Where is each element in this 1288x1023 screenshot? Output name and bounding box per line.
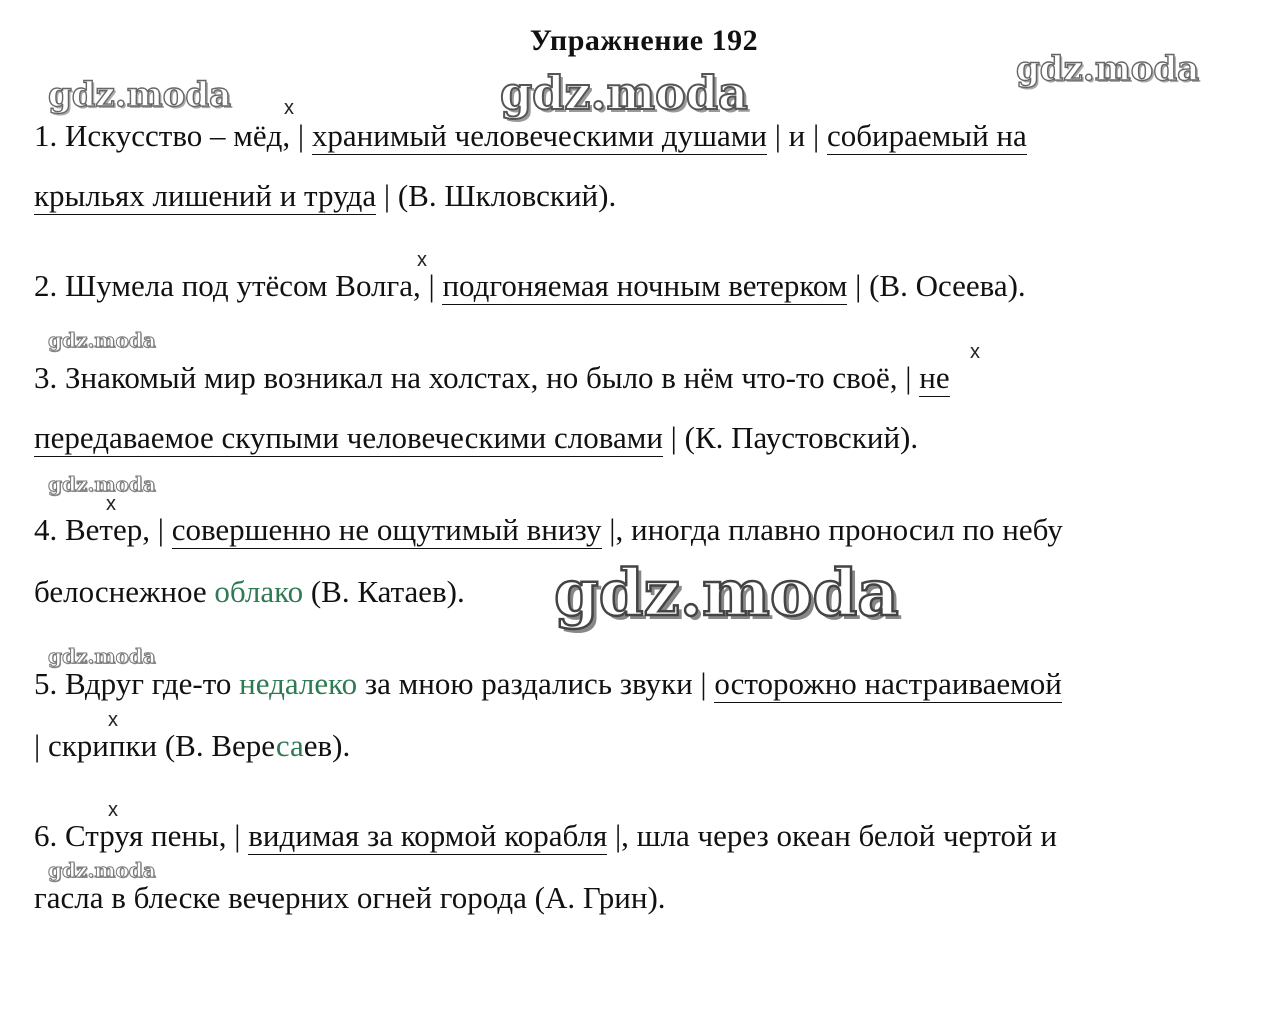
- participial-phrase: видимая за кормой корабля: [248, 818, 608, 853]
- sentence-3-line-1: [34, 362, 950, 393]
- text: | скрипки (В. Вере: [34, 728, 276, 763]
- sentence-5-line-2: [34, 730, 350, 761]
- watermark: gdz.moda: [1016, 49, 1200, 89]
- watermark: gdz.moda: [500, 66, 748, 120]
- participial-phrase: осторожно настраиваемой: [714, 666, 1062, 701]
- text: ев).: [303, 728, 351, 763]
- watermark: gdz.moda: [554, 556, 899, 631]
- watermark: gdz.moda: [48, 858, 156, 882]
- sentence-3-line-2: [34, 422, 918, 453]
- page-title: Упражнение 192: [529, 24, 759, 57]
- x-mark: x: [106, 493, 116, 515]
- watermark: gdz.moda: [48, 328, 156, 352]
- text: 6. Струя пены, |: [34, 818, 249, 853]
- text: 2. Шумела под утёсом Волга, |: [34, 268, 443, 303]
- text: |, шла через океан белой чертой и: [607, 818, 1057, 853]
- text: | (В. Шкловский).: [376, 178, 617, 213]
- sentence-6-line-2: [34, 882, 666, 913]
- text: белоснежное: [34, 574, 215, 609]
- watermark: gdz.moda: [48, 644, 156, 668]
- sentence-4-line-2: [34, 576, 465, 607]
- text: за мною раздались звуки |: [357, 666, 715, 701]
- sentence-5-line-1: [34, 668, 1062, 699]
- text: | (К. Паустовский).: [662, 420, 919, 455]
- sentence-1-line-1: [34, 120, 1027, 151]
- participial-phrase: хранимый человеческими душами: [311, 118, 767, 153]
- highlighted-word: недалеко: [239, 666, 358, 701]
- highlighted-word: облако: [214, 574, 304, 609]
- participial-phrase: собираемый на: [826, 118, 1027, 153]
- sentence-6-line-1: [34, 820, 1057, 851]
- text: |, иногда плавно проносил по небу: [601, 512, 1063, 547]
- text: 5. Вдруг где-то: [34, 666, 240, 701]
- sentence-2: [34, 270, 1026, 301]
- sentence-4-line-1: [34, 514, 1063, 545]
- watermark: gdz.moda: [48, 472, 156, 496]
- participial-phrase: не: [919, 360, 950, 395]
- participial-phrase: передаваемое скупыми человеческими словами: [34, 420, 663, 455]
- participial-phrase: подгоняемая ночным ветерком: [442, 268, 848, 303]
- participial-phrase: крыльях лишений и труда: [34, 178, 377, 213]
- x-mark: x: [970, 341, 980, 363]
- text: (В. Катаев).: [303, 574, 465, 609]
- text: 3. Знакомый мир возникал на холстах, но было в нём что-то своё, |: [34, 360, 920, 395]
- sentence-1-line-2: [34, 180, 616, 211]
- text: | (В. Осеева).: [847, 268, 1026, 303]
- x-mark: x: [108, 709, 118, 731]
- participial-phrase: совершенно не ощутимый внизу: [171, 512, 602, 547]
- text: 4. Ветер, |: [34, 512, 172, 547]
- text: 1. Искусство – мёд, |: [34, 118, 312, 153]
- x-mark: x: [108, 799, 118, 821]
- watermark: gdz.moda: [48, 75, 232, 115]
- text: | и |: [766, 118, 827, 153]
- highlighted-word: са: [275, 728, 304, 763]
- x-mark: x: [417, 249, 427, 271]
- x-mark: x: [284, 97, 294, 119]
- text: гасла в блеске вечерних огней города (А. Грин).: [34, 880, 666, 915]
